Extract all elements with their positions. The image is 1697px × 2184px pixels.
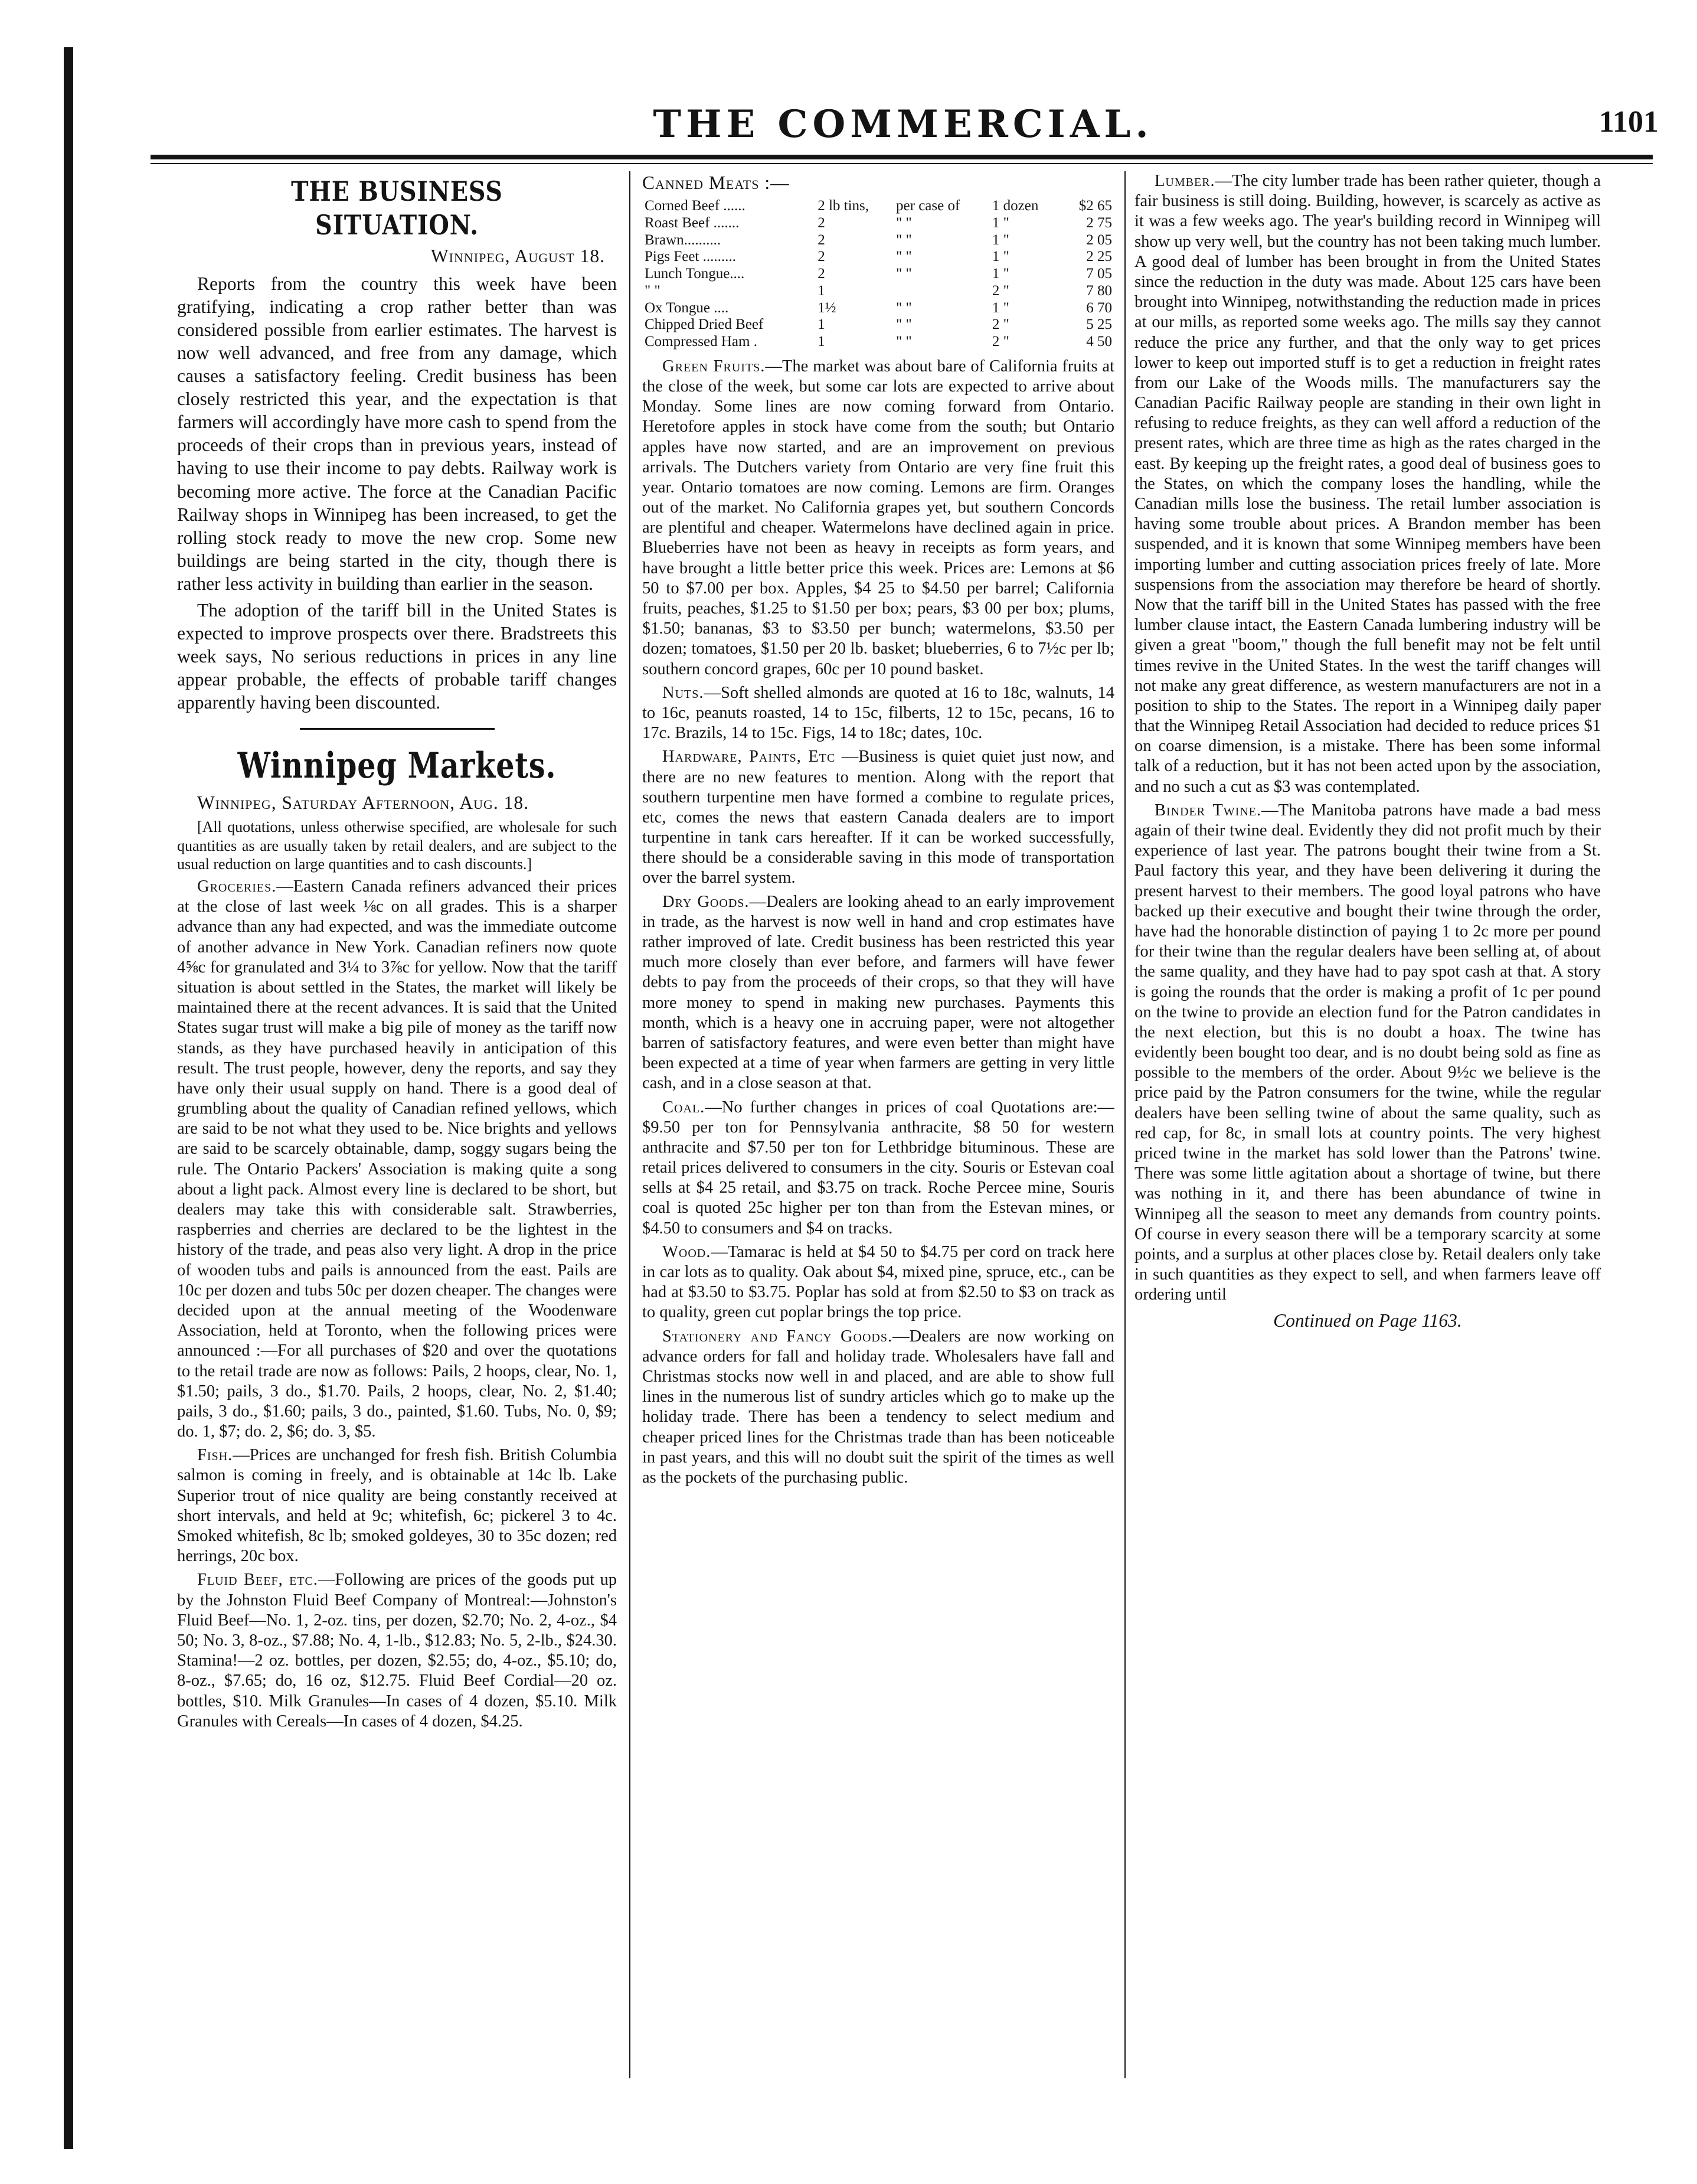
meat-size-cell: 2 — [818, 231, 825, 248]
meat-size-cell: 2 lb tins, — [818, 198, 869, 214]
canned-meats-row — [642, 334, 1114, 351]
binder-twine-text: —The Manitoba patrons have made a bad mess again of their twine deal. Evidently they did not profit much by their experience of last year. The patrons bought their twine from a St. Paul factory this year, and they have been delivering it during the present harvest to their members. The good loyal patrons who have backed up their executive and bought their twine through the order, have had the honorable distinction of paying 1 to 2c more per pound for their twine than the regular dealers have been selling at, of about the same quality, and they have had to pay spot cash at that. A story is going the rounds that the order is making a profit of 1c per pound on the twine to provide an election fund for the Patron candidates in the next election, but this is no doubt a hoax. The twine has evidently been bought too dear, and is no doubt being sold as fine as possible to the members of the order. About 9½c we believe is the price paid by the Patron consumers for the twine, while the regular dealers have been selling twine of about the same quality, such as red cap, for 8c, in small lots at country points. The very highest priced twine in the market has sold lower than the Patrons' twine. There was some little agitation about a shortage of twine, but there was nothing in it, and there has been abundance of twine in Winnipeg all the season to meet any demands from country points. Of course in every season there will be a temporary scarcity at some points, and a surplus at other places close by. Retail dealers only take in such quantities as they expect to sell, and when farmers leave off ordering until — [1134, 801, 1601, 1304]
canned-meats-heading: Canned Meats :— — [642, 172, 790, 193]
lumber-text: —The city lumber trade has been rather quieter, though a fair business is still doing. Building, however, is scarcely as active as it was a few weeks ago. The year's building record in Winnipeg will show up very well, but the country has not been taking much lumber. A good deal of lumber has been brought in from the United States since the reduction in the duty was made. About 125 cars have been brought into Winnipeg, notwithstanding the reduction made in prices at our mills, as reported some weeks ago. The mills say they cannot reduce the price any further, and that the only way to get prices lower to keep out imported stuff is to get a reduction in freight rates from our Lake of the Woods mills. The manufacturers say the Canadian Pacific Railway people are standing in their own light in refusing to reduce freights, as they can well afford a reduction of the present rates, which are three time as high as the rates charged in the east. By keeping up the freight rates, a good deal of business goes to the States, on which the company loses the handling, while the Canadian mills lose the business. The retail lumber association is having some trouble about prices. A Brandon member has been suspended, and it is known that some Winnipeg members have been importing lumber and cutting association prices freely of late. More suspensions from the association may therefore be heard of shortly. Now that the tariff bill in the United States has passed with the free lumber clause intact, the Eastern Canada lumbering industry will be given a great "boom," though the full benefit may not be felt until times revive in the United States. In the west the tariff changes will not make any great difference, as western manufacturers are not in a position to ship to the States. The report in a Winnipeg daily paper that the Winnipeg Retail Association had decided to reduce prices $1 on coarse dimension, is a mistake. There has been some informal talk of a reduction, but it has not been acted upon by the association, and no such a cut as $3 was contemplated. — [1134, 172, 1601, 796]
wood-paragraph — [642, 1242, 1114, 1323]
continued-note: Continued on Page 1163. — [1273, 1310, 1462, 1331]
meat-case-cell: " " — [896, 299, 912, 316]
meat-qty-cell: 1 " — [992, 299, 1009, 316]
meat-case-cell: " " — [896, 316, 912, 333]
wood-text: —Tamarac is held at $4 50 to $4.75 per cord on track here in car lots as to quality. Oak about $4, mixed pine, spruce, etc., can be had at $3.50 to $3.75. Poplar has sold at from $2.50 to $3 on track as to quality, green cut poplar brings the top price. — [642, 1242, 1114, 1322]
meat-item-cell: " " — [645, 282, 661, 299]
canned-meats-table — [642, 198, 1114, 351]
meat-price-cell: 5 25 — [1086, 316, 1112, 333]
hardware-text: —Business is quiet quiet just now, and there are no new features to mention. Along with the report that southern turpentine men have formed a combine to regulate prices, etc, comes the news that eastern Canada dealers are to import turpentine in tank cars hereafter. If it can be worked successfully, there should be a considerable saving in this mode of transportation over the barrel system. — [642, 747, 1114, 887]
page-edge-shadow — [64, 47, 73, 2149]
meat-size-cell: 1 — [818, 316, 825, 333]
meat-case-cell: " " — [896, 334, 912, 350]
meat-case-cell: " " — [896, 214, 912, 231]
meat-item-cell: Roast Beef ....... — [645, 214, 740, 231]
meat-qty-cell: 2 " — [992, 282, 1009, 299]
fluid-beef-label: Fluid Beef, etc. — [197, 1571, 319, 1589]
meat-case-cell: " " — [896, 266, 912, 282]
canned-meats-row — [642, 249, 1114, 266]
column-divider — [1124, 171, 1126, 2078]
meat-qty-cell: 2 " — [992, 334, 1009, 350]
meat-case-cell: per case of — [896, 198, 960, 214]
meat-size-cell: 1½ — [818, 299, 836, 316]
business-situation-dateline: Winnipeg, August 18. — [430, 246, 605, 267]
business-paragraph: Reports from the country this week have been gratifying, indicating a crop rather better than was considered possible from earlier estimates. The harvest is now well advanced, and free from any damage, which causes a satisfactory feeling. Credit business has been closely restricted this year, and the expectation is that farmers will accordingly have more cash to spend from the proceeds of their crops than in previous years, instead of having to use their income to pay debts. Railway work is becoming more active. The force at the Canadian Pacific Railway shops in Winnipeg has been increased, to get the rolling stock ready to move the new crop. Some new buildings are being started in the city, though there is rather less activity in building than earlier in the season. — [177, 273, 617, 594]
column-3 — [1134, 171, 1601, 2078]
meat-case-cell — [894, 283, 990, 300]
meat-qty-cell: 2 " — [992, 316, 1009, 333]
coal-paragraph — [642, 1098, 1114, 1239]
wood-label: Wood. — [662, 1242, 711, 1261]
meat-price-cell: $2 65 — [1078, 198, 1112, 214]
meat-item-cell: Brawn.......... — [645, 231, 721, 248]
meat-price-cell: 7 80 — [1086, 282, 1112, 299]
groceries-paragraph — [177, 877, 617, 1442]
meat-price-cell: 2 25 — [1086, 249, 1112, 265]
meat-size-cell: 2 — [818, 214, 825, 231]
nuts-label: Nuts. — [662, 683, 704, 702]
canned-meats-row — [642, 283, 1114, 300]
meat-size-cell: 2 — [818, 249, 825, 265]
dry-goods-text: —Dealers are looking ahead to an early improvement in trade, as the harvest is now well in hand and crop estimates have rather improved of late. Credit business has been restricted this year much more closely than ever before, and farmers will have fewer debts to pay from the proceeds of their crops, so that they will have more money to spend in making new purchases. Payments this month, which is a heavy one in accruing paper, were not altogether barren of satisfactory features, and were even better than might have been expected at a time of year when farmers are getting in very little cash, and in a close season at that. — [642, 892, 1114, 1093]
column-1 — [177, 171, 617, 2078]
meat-size-cell: 2 — [818, 266, 825, 282]
meat-price-cell: 6 70 — [1086, 299, 1112, 316]
canned-meats-row — [642, 266, 1114, 283]
green-fruits-paragraph — [642, 357, 1114, 680]
meat-qty-cell: 1 " — [992, 266, 1009, 282]
nuts-paragraph — [642, 683, 1114, 744]
meat-price-cell: 4 50 — [1086, 334, 1112, 350]
meat-case-cell: " " — [896, 231, 912, 248]
canned-meats-row — [642, 215, 1114, 232]
meat-qty-cell: 1 " — [992, 249, 1009, 265]
meat-qty-cell: 1 " — [992, 231, 1009, 248]
binder-twine-label: Binder Twine. — [1155, 801, 1262, 820]
meat-size-cell: 1 — [818, 334, 825, 350]
stationery-label: Stationery and Fancy Goods. — [662, 1327, 893, 1346]
fish-label: Fish. — [197, 1446, 233, 1465]
meat-size-cell: 1 — [818, 282, 825, 299]
masthead-rule-thin — [151, 163, 1653, 164]
stationery-paragraph — [642, 1327, 1114, 1488]
groceries-label: Groceries. — [197, 877, 277, 896]
groceries-text: —Eastern Canada refiners advanced their prices at the close of last week ⅛c on all grades. This is a sharper advance than any had expected, and was the immediate outcome of another advance in New York. Canadian refiners now quote 4⅝c for granulated and 3¼ to 3⅞c for yellow. Now that the tariff situation is about settled in the States, the market will likely be maintained there at the recent advances. It is said that the United States sugar trust will make a big pile of money as the tariff now stands, as they have purchased heavily in anticipation of this result. The trust people, however, deny the reports, and say they have only their usual supply on hand. There is a good deal of grumbling about the quality of Canadian refined yellows, which are said to be not what they used to be. Nice brights and yellows are said to be scarcely obtainable, damp, soggy sugars being the rule. The Ontario Packers' Association is making quite a song about a light pack. Almost every line is declared to be short, but dealers may take this with considerable salt. Strawberries, raspberries and cherries are declared to be the lightest in the history of the trade, and peas also very light. A drop in the price of wooden tubs and pails is announced from the east. Pails are 10c per dozen and tubs 50c per dozen cheaper. The changes were decided upon at the annual meeting of the Woodenware Association, held at Toronto, when the following prices were announced :—For all purchases of $20 and over the quotations to the retail trade are now as follows: Pails, 2 hoops, clear, No. 1, $1.50; pails, 3 do., $1.70. Pails, 2 hoops, clear, No. 2, $1.40; pails, 3 do., $1.60; pails, 3 do., painted, $1.60. Tubs, No. 0, $9; do. 1, $7; do. 2, $6; do. 3, $5. — [177, 877, 617, 1441]
dry-goods-paragraph — [642, 892, 1114, 1094]
meat-item-cell: Compressed Ham . — [645, 334, 757, 350]
business-paragraph: The adoption of the tariff bill in the United States is expected to improve prospects over there. Bradstreets this week says, No serious reductions in prices in any line appear probable, the effects of probable tariff changes apparently having been discounted. — [177, 599, 617, 713]
masthead — [148, 97, 1659, 156]
green-fruits-text: —The market was about bare of California fruits at the close of the week, but some car lots are expected to arrive about Monday. Some lines are now coming forward from Ontario. Heretofore apples in stock have come from the south; but Ontario apples have now started, and are an improvement on previous arrivals. The Dutchers variety from Ontario are very fine fruit this year. Ontario tomatoes are now coming. Lemons are firm. Oranges out of the market. No California grapes yet, but southern Concords are plentiful and cheaper. Watermelons have declined again in price. Blueberries have not been as heavy in receipts as form years, and have brought a little better price this week. Prices are: Lemons at $6 50 to $7.00 per box. Apples, $4 25 to $4.50 per barrel; California fruits, peaches, $1.25 to $1.50 per box; pears, $3 00 per box; plums, $1.50; bananas, $3 to $3.50 per bunch; watermelons, $3.50 per dozen; tomatoes, $1.50 per 20 lb. basket; blueberries, 6 to 7½c per lb; southern concord grapes, 60c per 10 pound basket. — [642, 357, 1114, 678]
lumber-label: Lumber. — [1155, 172, 1215, 190]
canned-meats-row — [642, 198, 1114, 215]
section-divider — [300, 728, 495, 730]
meat-item-cell: Lunch Tongue.... — [645, 266, 745, 282]
fluid-beef-text: —Following are prices of the goods put up by the Johnston Fluid Beef Company of Montreal:—Johnston's Fluid Beef—No. 1, 2-oz. tins, per dozen, $2.70; No. 2, 4-oz., $4 50; No. 3, 8-oz., $7.88; No. 4, 1-lb., $12.83; No. 5, 2-lb., $24.30. Stamina!—2 oz. bottles, per dozen, $2.55; do, 4-oz., $5.10; do, 8-oz., $7.65; do, 16 oz, $12.75. Fluid Beef Cordial—20 oz. bottles, $10. Milk Granules—In cases of 4 dozen, $5.10. Milk Granules with Cereals—In cases of 4 dozen, $4.25. — [177, 1571, 617, 1731]
binder-twine-paragraph — [1134, 801, 1601, 1305]
meat-item-cell: Pigs Feet ......... — [645, 249, 736, 265]
column-divider — [629, 171, 630, 2078]
page-number: 1101 — [1598, 105, 1659, 139]
meat-qty-cell: 1 " — [992, 214, 1009, 231]
canned-meats-row — [642, 300, 1114, 317]
fluid-beef-paragraph — [177, 1570, 617, 1732]
markets-dateline: Winnipeg, Saturday Afternoon, Aug. 18. — [197, 792, 529, 814]
coal-text: —No further changes in prices of coal Quotations are:—$9.50 per ton for Pennsylvania anthracite, $8 50 for western anthracite and $7.50 per ton for Lethbridge bituminous. These are retail prices delivered to consumers in the city. Souris or Estevan coal sells at $4 25 retail, and $3.75 on track. Roche Percee mine, Souris coal is quoted 25c higher per ton than from the Estevan mines, or $4.50 to consumers and $4 on tracks. — [642, 1098, 1114, 1238]
meat-case-cell: " " — [896, 249, 912, 265]
meat-item-cell: Ox Tongue .... — [645, 299, 729, 316]
dry-goods-label: Dry Goods. — [662, 892, 750, 911]
green-fruits-label: Green Fruits. — [662, 357, 766, 376]
column-2 — [642, 171, 1114, 2078]
canned-meats-row — [642, 232, 1114, 249]
winnipeg-markets-heading: Winnipeg Markets. — [237, 745, 557, 786]
hardware-label: Hardware, Paints, Etc — [662, 747, 836, 766]
hardware-paragraph — [642, 747, 1114, 888]
business-situation-heading: THE BUSINESS SITUATION. — [291, 175, 503, 241]
meat-price-cell: 2 05 — [1086, 231, 1112, 248]
fish-text: —Prices are unchanged for fresh fish. British Columbia salmon is coming in freely, and is obtainable at 14c lb. Lake Superior trout of nice quality are being constantly received at short intervals, and held at 9c; whitefish, 6c; pickerel 3 to 4c. Smoked whitefish, 8c lb; smoked goldeyes, 30 to 35c dozen; red herrings, 20c box. — [177, 1446, 617, 1566]
meat-price-cell: 7 05 — [1086, 266, 1112, 282]
nuts-text: —Soft shelled almonds are quoted at 16 to 18c, walnuts, 14 to 16c, peanuts roasted, 14 to 15c, filberts, 12 to 15c, pecans, 16 to 17c. Brazils, 14 to 15c. Figs, 14 to 18c; dates, 10c. — [642, 683, 1114, 743]
coal-label: Coal. — [662, 1098, 705, 1117]
stationery-text: —Dealers are now working on advance orders for fall and holiday trade. Wholesalers have fall and Christmas stocks now well in and placed, and are able to show full lines in the numerous list of sundry articles which go to make up the holiday trade. There has been a tendency to select medium and cheaper priced lines for the Christmas trade than has been noticeable in past years, and this will no doubt suit the spirit of the times as well as the pockets of the purchasing public. — [642, 1327, 1114, 1487]
meat-item-cell: Corned Beef ...... — [645, 198, 745, 214]
masthead-rule-thick — [151, 155, 1653, 159]
quotation-note: [All quotations, unless otherwise specified, are wholesale for such quantities as are usually taken by retail dealers, and are subject to the usual reduction on large quantities and to cash discounts.] — [177, 818, 617, 873]
meat-price-cell: 2 75 — [1086, 214, 1112, 231]
fish-paragraph — [177, 1445, 617, 1566]
publication-title: THE COMMERCIAL. — [653, 102, 1153, 146]
meat-item-cell: Chipped Dried Beef — [645, 316, 764, 333]
canned-meats-row — [642, 316, 1114, 334]
meat-qty-cell: 1 dozen — [992, 198, 1039, 214]
lumber-paragraph — [1134, 171, 1601, 797]
